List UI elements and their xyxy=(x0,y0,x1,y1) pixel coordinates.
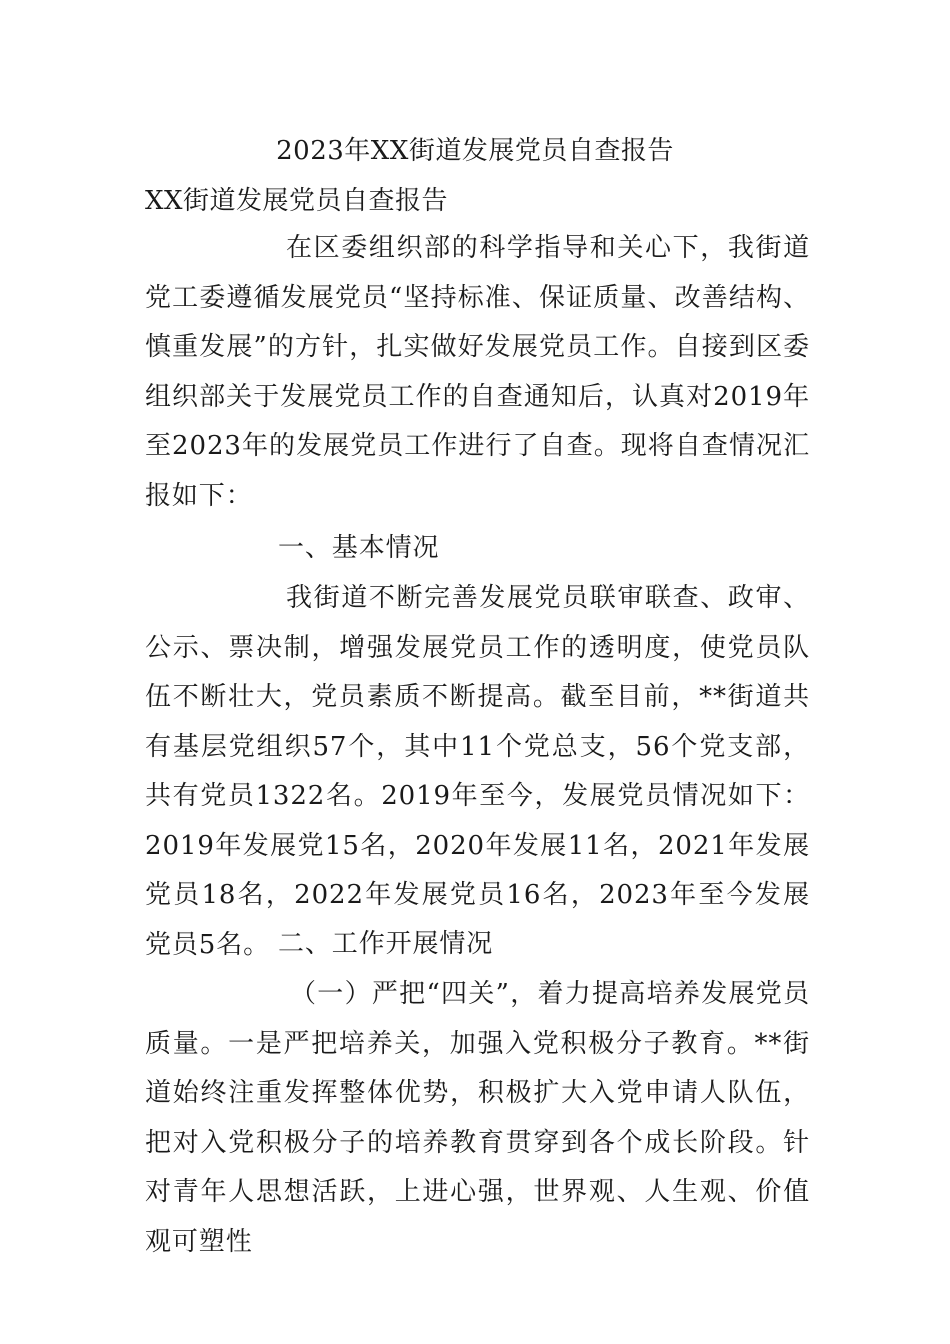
document-title: 2023年XX街道发展党员自查报告 xyxy=(276,136,674,166)
document-subtitle: XX街道发展党员自查报告 xyxy=(145,186,449,216)
section-heading-basic: 一、基本情况 xyxy=(278,533,440,563)
section-heading-work: 二、工作开展情况 xyxy=(278,929,494,959)
basic-situation-paragraph: 我街道不断完善发展党员联审联查、政审、公示、票决制，增强发展党员工作的透明度，使党员队伍不断壮大，党员素质不断提高。截至目前，**街道共有基层党组织57个，其中11个党总支，56个党支部，共有党员1322名。2019年至今，发展党员情况如下：2019年发展党15名，2020年发展11名，2021年发展党员18名，2022年发展党员16名，2023年至今发展党员5名。 xyxy=(145,583,810,960)
intro-paragraph: 在区委组织部的科学指导和关心下，我街道党工委遵循发展党员“坚持标准、保证质量、改善结构、慎重发展”的方针，扎实做好发展党员工作。自接到区委组织部关于发展党员工作的自查通知后，认真对2019年至2023年的发展党员工作进行了自查。现将自查情况汇报如下： xyxy=(145,233,810,511)
work-paragraph: （一）严把“四关”，着力提高培养发展党员质量。一是严把培养关，加强入党积极分子教育。**街道始终注重发挥整体优势，积极扩大入党申请人队伍，把对入党积极分子的培养教育贯穿到各个成长阶段。针对青年人思想活跃，上进心强，世界观、人生观、价值观可塑性 xyxy=(145,979,810,1257)
